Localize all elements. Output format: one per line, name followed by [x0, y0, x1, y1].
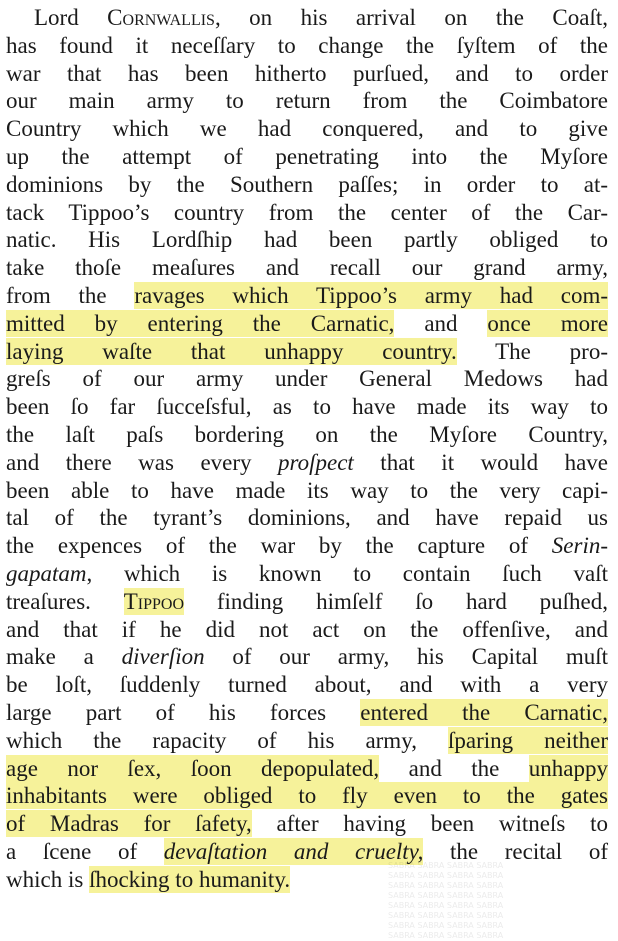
text-segment: , which is known to contain ſuch vaſt: [86, 560, 608, 586]
highlighted-text: inhabitants were obliged to fly even to the gates: [6, 783, 608, 809]
text-segment: tal of the tyrant’s dominions, and have repaid us: [6, 505, 608, 531]
text-line: [6, 477, 608, 505]
text-line: [6, 727, 608, 755]
text-segment: our main army to return from the Coimbatore: [6, 88, 608, 114]
text-line: [6, 810, 608, 838]
text-segment: large part of his forces: [6, 699, 361, 725]
highlighted-text: mitted by entering the Carnatic,: [6, 310, 395, 336]
text-segment: take thoſe meaſures and recall our grand army,: [6, 255, 608, 281]
text-segment: the expences of the war by the capture of: [6, 533, 552, 559]
text-line: [6, 365, 608, 393]
text-line: [6, 282, 608, 310]
highlighted-text: unhappy: [528, 755, 608, 781]
highlighted-text: age nor ſex, ſoon depopulated,: [6, 755, 380, 781]
text-segment: be loſt, ſuddenly turned about, and with a very: [6, 672, 608, 698]
highlighted-text: of Madras for ſafety,: [6, 811, 252, 837]
text-segment: from the: [6, 282, 135, 308]
highlighted-text: once more: [487, 310, 608, 336]
text-segment: Serin-: [551, 533, 608, 559]
highlighted-text: ravages which Tippoo’s army had com-: [134, 282, 608, 308]
text-line: [6, 171, 608, 199]
article-paragraph: [6, 4, 608, 894]
text-segment: diverſion: [121, 644, 205, 670]
highlighted-text: ſhocking to humanity.: [89, 866, 291, 892]
text-segment: which is: [6, 866, 90, 892]
text-line: [6, 504, 608, 532]
text-segment: war that has been hitherto purſued, and to order: [6, 60, 608, 86]
text-segment: finding himſelf ſo hard puſhed,: [184, 588, 608, 614]
highlighted-text: ſparing neither: [447, 727, 608, 753]
highlighted-text: Tippoo: [123, 588, 185, 614]
text-line: [6, 87, 608, 115]
text-segment: has found it neceſſary to change the ſyſtem of the: [6, 32, 608, 58]
text-segment: that it would have: [353, 449, 608, 475]
highlighted-text: devaſtation and cruelty,: [163, 838, 424, 864]
text-line: [6, 310, 608, 338]
text-segment: after having been witneſs to: [251, 811, 608, 837]
text-line: [6, 199, 608, 227]
text-line: [6, 616, 608, 644]
text-line: [6, 643, 608, 671]
text-segment: and the: [379, 755, 529, 781]
text-line: [6, 60, 608, 88]
text-line: [6, 671, 608, 699]
text-line: [6, 449, 608, 477]
text-segment: tack Tippoo’s country from the center of the Car-: [6, 199, 608, 225]
text-line: [6, 32, 608, 60]
text-segment: Cornwallis: [107, 5, 215, 30]
text-line: [6, 393, 608, 421]
text-line: [6, 421, 608, 449]
text-segment: Country which we had conquered, and to give: [6, 116, 608, 142]
text-segment: and that if he did not act on the offenſive, and: [6, 616, 608, 642]
text-line: [6, 4, 608, 32]
text-segment: a ſcene of: [6, 838, 164, 864]
text-line: [6, 143, 608, 171]
text-line: [6, 699, 608, 727]
text-segment: of our army, his Capital muſt: [204, 644, 608, 670]
text-segment: up the attempt of penetrating into the Myſore: [6, 143, 608, 169]
text-segment: dominions by the Southern paſſes; in order to at-: [6, 171, 608, 197]
text-segment: been ſo far ſucceſsful, as to have made its way to: [6, 394, 608, 420]
text-segment: The pro-: [456, 338, 608, 364]
text-segment: gapatam: [6, 560, 87, 586]
text-line: [6, 338, 608, 366]
text-segment: the recital of: [423, 838, 608, 864]
text-segment: treaſures.: [6, 588, 124, 614]
text-line: [6, 115, 608, 143]
text-segment: the laſt paſs bordering on the Myſore Country,: [6, 421, 608, 447]
text-segment: make a: [6, 644, 122, 670]
text-segment: and: [394, 310, 488, 336]
text-segment: been able to have made its way to the very capi-: [6, 477, 608, 503]
text-segment: Lord: [34, 5, 108, 30]
text-segment: natic. His Lordſhip had been partly obliged to: [6, 227, 608, 253]
text-segment: , on his arrival on the Coaſt,: [214, 5, 608, 30]
text-line: [6, 588, 608, 616]
text-line: [6, 560, 608, 588]
text-line: [6, 782, 608, 810]
text-segment: and there was every: [6, 449, 279, 475]
text-segment: greſs of our army under General Medows had: [6, 366, 608, 392]
text-line: [6, 226, 608, 254]
highlighted-text: laying waſte that unhappy country.: [6, 338, 457, 364]
watermark: SABRA SABRA SABRA SABRA SABRA SABRA SABRA SABRA SABRA SABRA SABRA SABRA SABRA SABRA SABRA SABRA SABRA SABRA SABRA SABRA SABRA SABRA SABRA SABRA SABRA SABRA SABRA SABRA SABRA SABRA SABRA SABRA: [388, 861, 504, 940]
text-line: [6, 254, 608, 282]
text-line: [6, 755, 608, 783]
text-segment: which the rapacity of his army,: [6, 727, 448, 753]
text-line: [6, 532, 608, 560]
highlighted-text: entered the Carnatic,: [360, 699, 608, 725]
text-segment: proſpect: [278, 449, 354, 475]
